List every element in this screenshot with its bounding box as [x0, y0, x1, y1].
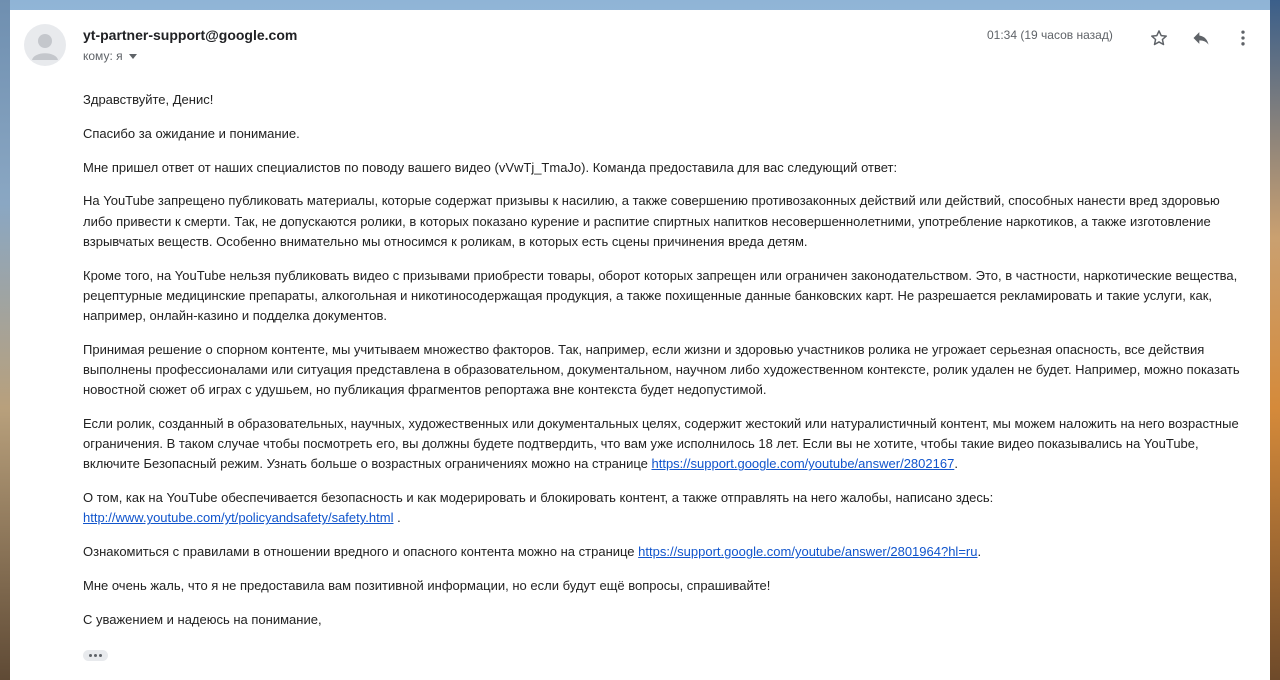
- recipient-label: кому: я: [83, 49, 123, 63]
- safety-policy-link[interactable]: http://www.youtube.com/yt/policyandsafety/safety.html: [83, 510, 394, 526]
- greeting: Здравствуйте, Денис!: [83, 92, 214, 107]
- intro-paragraph: Мне пришел ответ от наших специалистов по поводу вашего видео (vVwTj_TmaJo). Команда предоставила для вас следующий ответ:: [83, 159, 898, 175]
- policy-paragraph-4: [83, 414, 1248, 475]
- paragraph-end: .: [977, 544, 982, 560]
- email-body: [83, 90, 1248, 667]
- paragraph-text: О том, как на YouTube обеспечивается безопасность и как модерировать и блокировать контент, а также отправлять на него жалобы, написано здесь:: [83, 490, 994, 506]
- age-restrictions-link[interactable]: https://support.google.com/youtube/answer/2802167: [651, 456, 955, 472]
- policy-paragraph-1: На YouTube запрещено публиковать материалы, которые содержат призывы к насилию, а также совершению противозаконных действий или действий, способных нанести вред здоровью либо привести к смерти. Так, не допускаются ролики, в которых показано курение и распитие спиртных напитков несовершеннолетними, употребление наркотиков, а также изготовление взрывчатых веществ. Особенно внимательно мы относимся к роликам, в которых есть сцены причинения вреда детям.: [83, 193, 1220, 249]
- star-icon[interactable]: [1145, 24, 1173, 52]
- policy-paragraph-6: [83, 542, 1248, 562]
- closing: С уважением и надеюсь на понимание,: [83, 611, 322, 627]
- caret-down-icon: [129, 54, 137, 59]
- background-left-edge: [0, 0, 10, 680]
- sender-address[interactable]: yt-partner-support@google.com: [83, 27, 298, 43]
- reply-icon[interactable]: [1187, 24, 1215, 52]
- paragraph-end: .: [954, 456, 958, 472]
- email-header: [10, 10, 1270, 90]
- ellipsis-icon[interactable]: [83, 650, 108, 661]
- paragraph-text: Ознакомиться с правилами в отношении вредного и опасного контента можно на странице: [83, 544, 639, 560]
- thanks-paragraph: Спасибо за ожидание и понимание.: [83, 125, 300, 141]
- paragraph-text: Если ролик, созданный в образовательных, научных, художественных или документальных целях, содержит жестокий или натуралистичный контент, мы можем наложить на него возрастные ограничения. В таком случае чтобы посмотреть его, вы должны будете подтвердить, что вам уже исполнилось 18 лет. Если вы не хотите, чтобы такие видео показывались на YouTube, включите Безопасный режим. Узнать больше о возрастных ограничениях можно на странице: [83, 416, 1239, 472]
- background-right-edge: [1270, 0, 1280, 680]
- email-message: [10, 10, 1270, 680]
- more-vert-icon[interactable]: [1229, 24, 1257, 52]
- person-icon[interactable]: [24, 24, 66, 66]
- policy-paragraph-2: Кроме того, на YouTube нельзя публиковать видео с призывами приобрести товары, оборот которых запрещен или ограничен законодательством. Это, в частности, наркотические вещества, рецептурные медицинские препараты, алкогольная и никотиносодержащая продукция, а также похищенные данные банковских карт. Не разрешается рекламировать и такие услуги, как, например, онлайн-казино и подделка документов.: [83, 267, 1238, 323]
- paragraph-end: .: [393, 510, 401, 526]
- message-time: 01:34 (19 часов назад): [987, 28, 1113, 42]
- policy-paragraph-3: Принимая решение о спорном контенте, мы учитываем множество факторов. Так, например, если жизни и здоровью участников ролика не угрожает серьезная опасность, все действия выполнены профессионалами или ситуация представлена в образовательном, документальном, научном либо художественном контексте, ролик удален не будет. Например, можно показать новостной сюжет об играх с удушьем, но публикация фрагментов репортажа вне контекста будет недопустимой.: [83, 341, 1240, 398]
- policy-paragraph-5: [83, 488, 1248, 528]
- harmful-content-link[interactable]: https://support.google.com/youtube/answer/2801964?hl=ru: [638, 544, 978, 560]
- recipient-dropdown[interactable]: [83, 49, 137, 63]
- apology-paragraph: Мне очень жаль, что я не предоставила вам позитивной информации, но если будут ещё вопросы, спрашивайте!: [83, 578, 771, 593]
